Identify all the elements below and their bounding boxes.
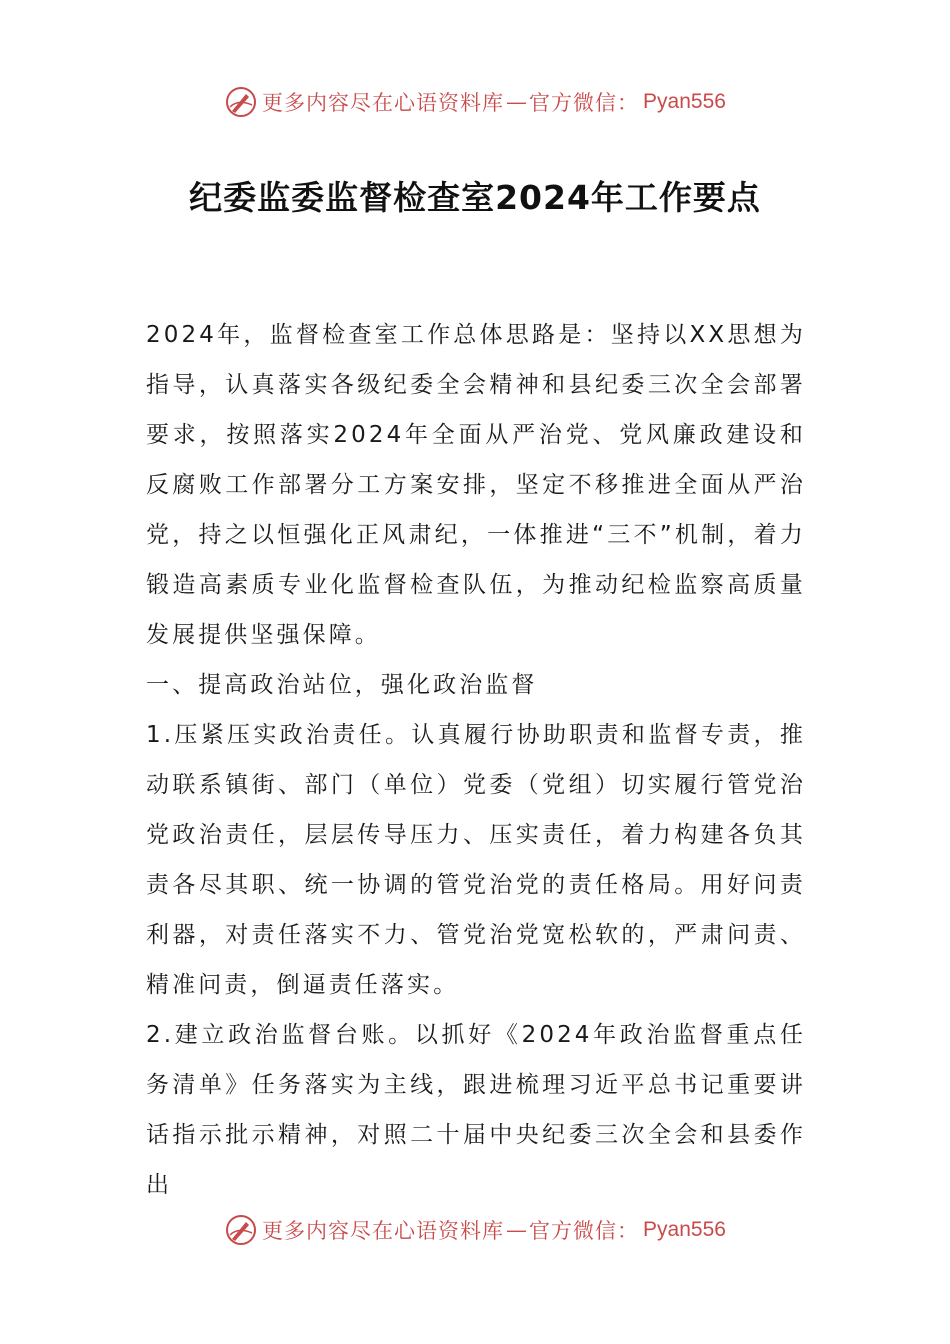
document-body xyxy=(146,310,806,1210)
banner-wechat-label: 官方微信： xyxy=(529,91,640,115)
item-paragraph-1: 1.压紧压实政治责任。认真履行协助职责和监督专责，推动联系镇街、部门（单位）党委（党组）切实履行管党治党政治责任，层层传导压力、压实责任，着力构建各负其责各尽其职、统一协调的管党治党的责任格局。用好问责利器，对责任落实不力、管党治党宽松软的，严肃问责、精准问责，倒逼责任落实。 xyxy=(146,722,806,998)
footer-banner xyxy=(0,1210,950,1250)
section-heading: 一、提高政治站位，强化政治监督 xyxy=(146,672,538,698)
header-banner xyxy=(0,82,950,122)
banner-slogan: 更多内容尽在心语资料库 xyxy=(262,1219,505,1243)
item-paragraph-2: 2.建立政治监督台账。以抓好《2024年政治监督重点任务清单》任务落实为主线，跟进梳理习近平总书记重要讲话指示批示精神，对照二十届中央纪委三次全会和县委作出 xyxy=(146,1022,806,1198)
pen-logo-icon xyxy=(224,85,258,119)
pen-logo-icon xyxy=(224,1213,258,1247)
document-title: 纪委监委监督检查室2024年工作要点 xyxy=(189,178,761,217)
banner-wechat-id: Pyan556 xyxy=(643,1218,726,1241)
banner-wechat-label: 官方微信： xyxy=(529,1219,640,1243)
banner-separator: — xyxy=(506,90,528,114)
banner-slogan: 更多内容尽在心语资料库 xyxy=(262,91,505,115)
banner-wechat-id: Pyan556 xyxy=(643,90,726,113)
intro-paragraph: 2024年，监督检查室工作总体思路是：坚持以XX思想为指导，认真落实各级纪委全会精神和县纪委三次全会部署要求，按照落实2024年全面从严治党、党风廉政建设和反腐败工作部署分工方案安排，坚定不移推进全面从严治党，持之以恒强化正风肃纪，一体推进“三不”机制，着力锻造高素质专业化监督检查队伍，为推动纪检监察高质量发展提供坚强保障。 xyxy=(146,322,806,648)
banner-separator: — xyxy=(506,1218,528,1242)
